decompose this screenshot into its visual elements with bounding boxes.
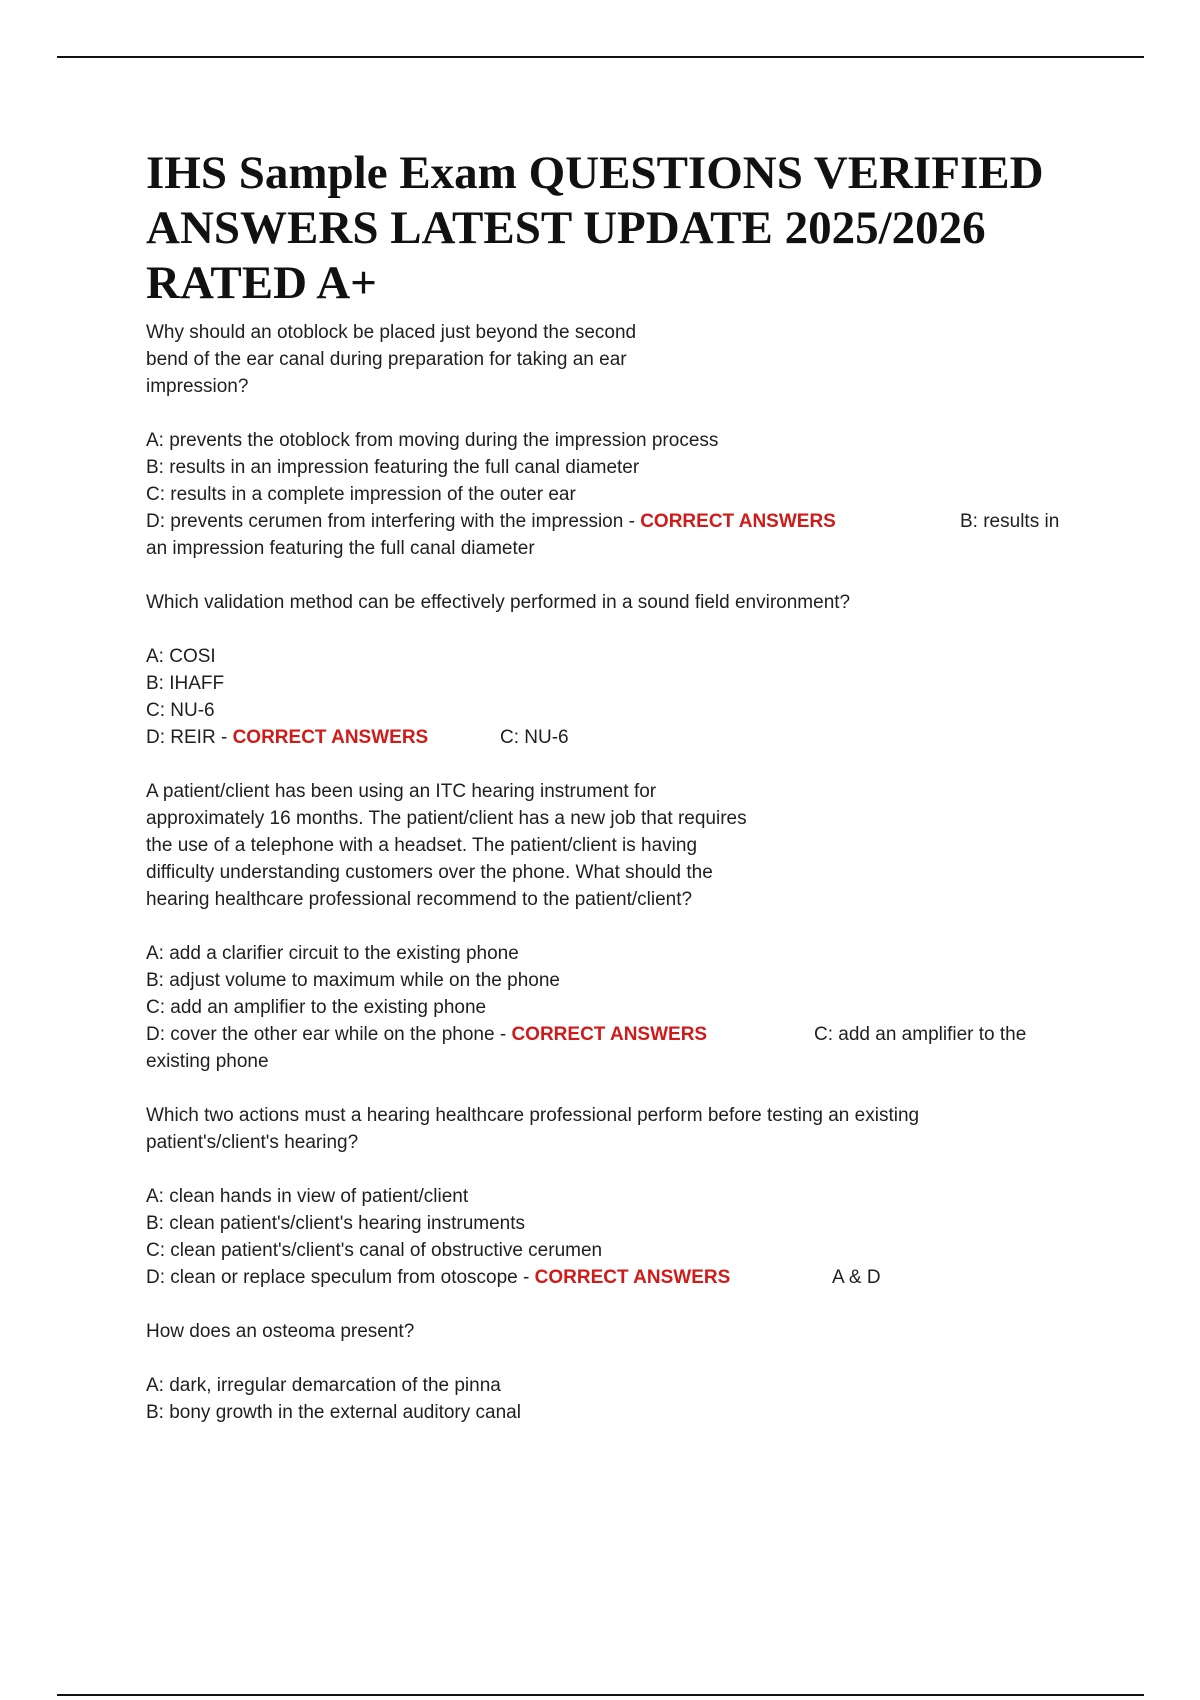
- qa-item: [146, 319, 1076, 589]
- option-a: A: dark, irregular demarcation of the pinna: [146, 1375, 501, 1396]
- option-d-line: [146, 508, 1076, 535]
- answer-text: C: add an amplifier to the: [814, 1024, 1027, 1045]
- option-c: C: clean patient's/client's canal of obstructive cerumen: [146, 1240, 603, 1261]
- qa-item: [146, 1318, 1076, 1426]
- header-rule: [57, 56, 1144, 58]
- qa-item: [146, 589, 1076, 778]
- answer-continuation: an impression featuring the full canal diameter: [146, 538, 535, 559]
- correct-answers-label: CORRECT ANSWERS: [640, 511, 836, 532]
- question-text: Which validation method can be effectively performed in a sound field environment?: [146, 592, 851, 613]
- qa-item: [146, 778, 1076, 1102]
- option-a: A: clean hands in view of patient/client: [146, 1186, 469, 1207]
- footer-rule: [57, 1694, 1144, 1696]
- document-title: IHS Sample Exam QUESTIONS VERIFIED ANSWERS LATEST UPDATE 2025/2026 RATED A+: [146, 147, 1044, 309]
- question-text: Which two actions must a hearing healthcare professional perform before testing an existing patient's/client's hearing?: [146, 1105, 920, 1153]
- separator: -: [517, 1267, 535, 1288]
- option-a: A: COSI: [146, 646, 216, 667]
- answer-continuation: existing phone: [146, 1051, 269, 1072]
- separator: -: [623, 511, 641, 532]
- question-text: Why should an otoblock be placed just beyond the second bend of the ear canal during preparation for taking an ear impression?: [146, 322, 637, 397]
- option-d: D: prevents cerumen from interfering with the impression: [146, 511, 624, 532]
- option-c: C: NU-6: [146, 700, 215, 721]
- option-d-line: [146, 1264, 1076, 1291]
- qa-list: [146, 319, 1076, 1426]
- option-b: B: results in an impression featuring the full canal diameter: [146, 457, 640, 478]
- answer-text: A & D: [832, 1267, 881, 1288]
- option-c: C: results in a complete impression of the outer ear: [146, 484, 576, 505]
- answer-text: B: results in: [960, 511, 1060, 532]
- separator: -: [215, 727, 233, 748]
- option-c: C: add an amplifier to the existing phone: [146, 997, 487, 1018]
- option-a: A: prevents the otoblock from moving during the impression process: [146, 430, 719, 451]
- option-b: B: IHAFF: [146, 673, 225, 694]
- question-text: A patient/client has been using an ITC hearing instrument for approximately 16 months. The patient/client has a new job that requires the use of a telephone with a headset. The patient/client is having difficulty understanding customers over the phone. What should the hearing healthcare professional recommend to the patient/client?: [146, 781, 747, 910]
- document-page: [146, 146, 1076, 1426]
- option-d: D: REIR: [146, 727, 216, 748]
- option-a: A: add a clarifier circuit to the existing phone: [146, 943, 519, 964]
- option-d-line: [146, 724, 1076, 751]
- correct-answers-label: CORRECT ANSWERS: [232, 727, 429, 748]
- option-b: B: clean patient's/client's hearing instruments: [146, 1213, 526, 1234]
- option-b: B: adjust volume to maximum while on the phone: [146, 970, 560, 991]
- answer-text: C: NU-6: [500, 727, 569, 748]
- correct-answers-label: CORRECT ANSWERS: [511, 1024, 708, 1045]
- correct-answers-label: CORRECT ANSWERS: [534, 1267, 731, 1288]
- option-d: D: clean or replace speculum from otoscope: [146, 1267, 518, 1288]
- option-d: D: cover the other ear while on the phone: [146, 1024, 495, 1045]
- option-b: B: bony growth in the external auditory canal: [146, 1402, 521, 1423]
- question-text: How does an osteoma present?: [146, 1321, 415, 1342]
- separator: -: [494, 1024, 512, 1045]
- option-d-line: [146, 1021, 1076, 1048]
- qa-item: [146, 1102, 1076, 1318]
